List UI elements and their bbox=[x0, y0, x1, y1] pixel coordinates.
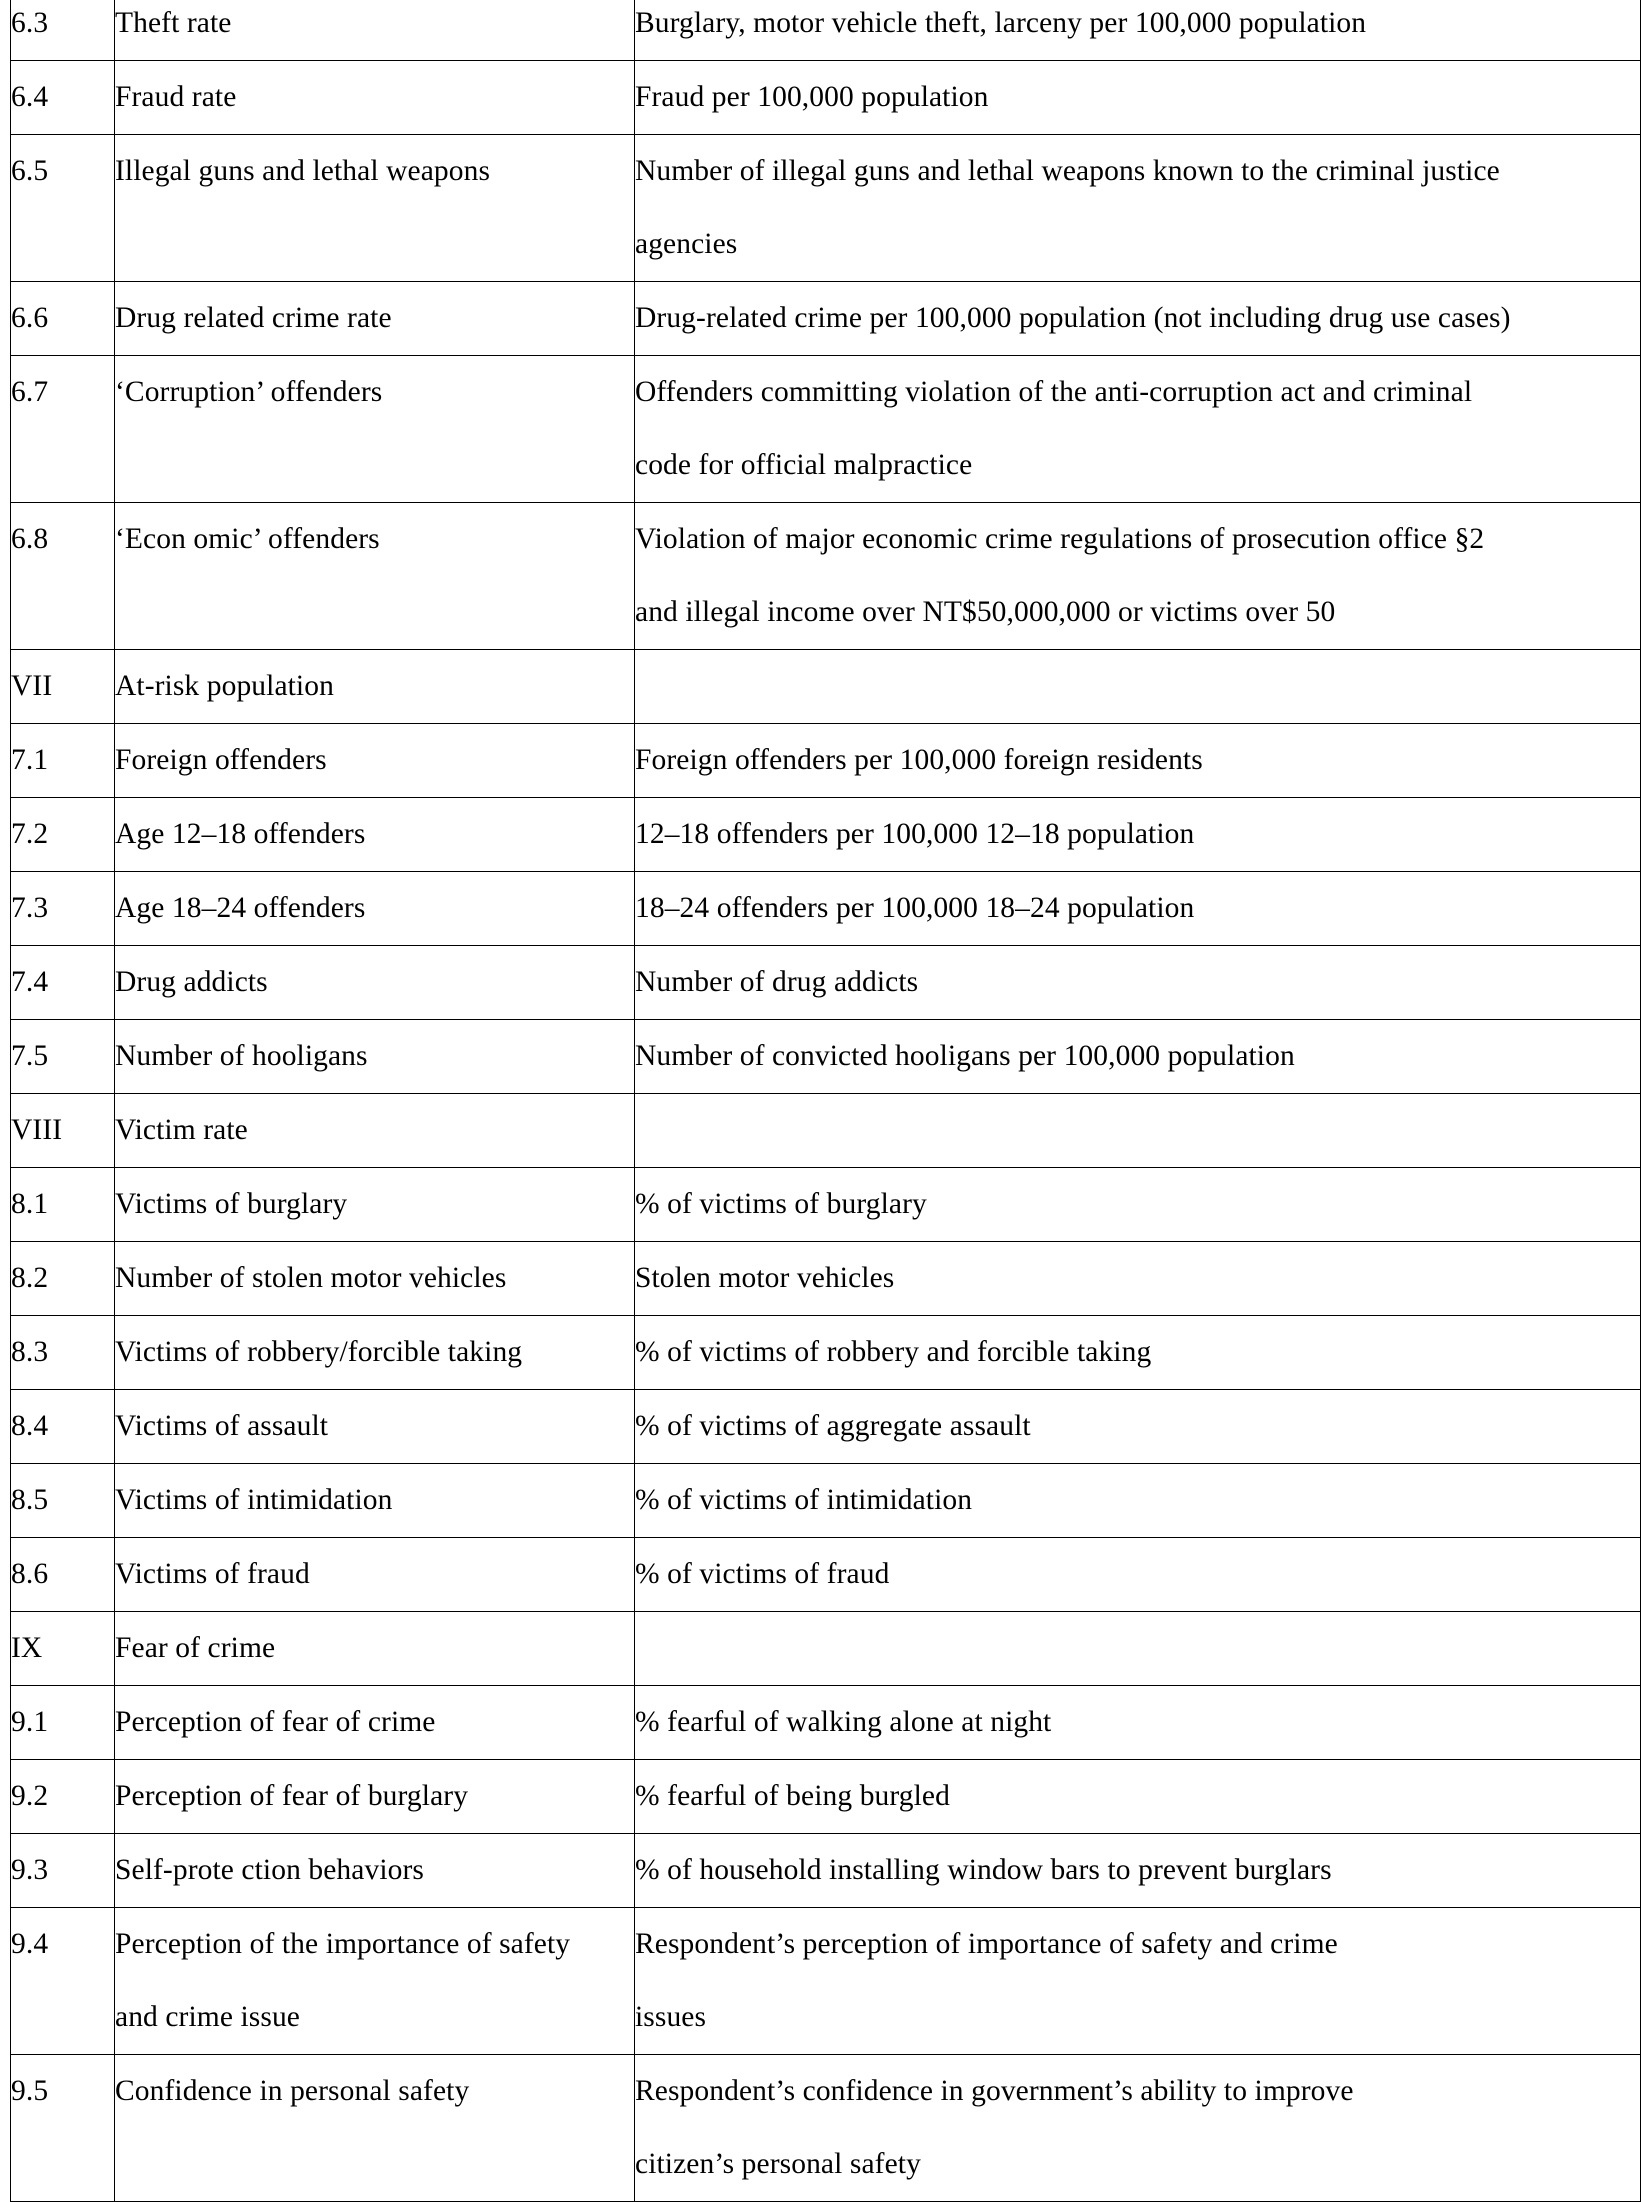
text-line: Number of convicted hooligans per 100,000 population bbox=[635, 1040, 1295, 1072]
cell-code: 8.6 bbox=[11, 1538, 115, 1612]
text-line: Fraud per 100,000 population bbox=[635, 81, 989, 113]
table-body bbox=[11, 0, 1641, 2202]
text-line: Offenders committing violation of the anti-corruption act and criminal bbox=[635, 376, 1473, 408]
cell-definition bbox=[635, 1020, 1641, 1094]
table-row bbox=[11, 1908, 1641, 2055]
text-line: 18–24 offenders per 100,000 18–24 population bbox=[635, 892, 1195, 924]
cell-indicator-name bbox=[115, 1094, 635, 1168]
text-line: 12–18 offenders per 100,000 12–18 population bbox=[635, 818, 1195, 850]
cell-code: 6.8 bbox=[11, 503, 115, 650]
text-line: % of victims of robbery and forcible taking bbox=[635, 1336, 1152, 1368]
cell-code: 6.3 bbox=[11, 0, 115, 61]
cell-indicator-name bbox=[115, 1242, 635, 1316]
cell-definition bbox=[635, 282, 1641, 356]
cell-indicator-name bbox=[115, 1686, 635, 1760]
cell-indicator-name bbox=[115, 1020, 635, 1094]
text-line: Victims of fraud bbox=[115, 1558, 310, 1590]
table-row bbox=[11, 2055, 1641, 2202]
cell-definition bbox=[635, 1094, 1641, 1168]
table-section-row bbox=[11, 1094, 1641, 1168]
table-row bbox=[11, 946, 1641, 1020]
cell-code: 8.1 bbox=[11, 1168, 115, 1242]
text-line: Age 12–18 offenders bbox=[115, 818, 366, 850]
cell-code: 7.4 bbox=[11, 946, 115, 1020]
cell-definition bbox=[635, 1316, 1641, 1390]
cell-indicator-name bbox=[115, 650, 635, 724]
cell-definition bbox=[635, 135, 1641, 282]
text-line: code for official malpractice bbox=[635, 449, 973, 481]
cell-definition bbox=[635, 1390, 1641, 1464]
cell-definition bbox=[635, 946, 1641, 1020]
text-line: Respondent’s perception of importance of safety and crime bbox=[635, 1928, 1338, 1960]
cell-code: 9.2 bbox=[11, 1760, 115, 1834]
text-line: Drug related crime rate bbox=[115, 302, 392, 334]
table-section-row bbox=[11, 650, 1641, 724]
table-row bbox=[11, 0, 1641, 61]
text-line: agencies bbox=[635, 228, 738, 260]
text-line: Foreign offenders per 100,000 foreign residents bbox=[635, 744, 1203, 776]
table-row bbox=[11, 1316, 1641, 1390]
cell-definition bbox=[635, 0, 1641, 61]
table-row bbox=[11, 1168, 1641, 1242]
cell-definition bbox=[635, 1612, 1641, 1686]
table-row bbox=[11, 1020, 1641, 1094]
text-line: ‘Econ omic’ offenders bbox=[115, 523, 380, 555]
text-line: Perception of fear of crime bbox=[115, 1706, 436, 1738]
text-line: % of victims of burglary bbox=[635, 1188, 927, 1220]
table-row bbox=[11, 872, 1641, 946]
table-row bbox=[11, 135, 1641, 282]
text-line: citizen’s personal safety bbox=[635, 2148, 921, 2180]
cell-code: 9.4 bbox=[11, 1908, 115, 2055]
indicator-definition-table bbox=[10, 0, 1641, 2202]
cell-code: 6.6 bbox=[11, 282, 115, 356]
cell-code: 8.4 bbox=[11, 1390, 115, 1464]
text-line: Perception of the importance of safety bbox=[115, 1928, 571, 1960]
text-line: Self-prote ction behaviors bbox=[115, 1854, 424, 1886]
text-line: % of victims of aggregate assault bbox=[635, 1410, 1031, 1442]
cell-definition bbox=[635, 650, 1641, 724]
cell-definition bbox=[635, 1464, 1641, 1538]
text-line: Number of illegal guns and lethal weapons known to the criminal justice bbox=[635, 155, 1500, 187]
cell-definition bbox=[635, 798, 1641, 872]
table-row bbox=[11, 1390, 1641, 1464]
cell-indicator-name bbox=[115, 1168, 635, 1242]
cell-code: 9.5 bbox=[11, 2055, 115, 2202]
cell-definition bbox=[635, 1242, 1641, 1316]
text-line: issues bbox=[635, 2001, 707, 2033]
cell-indicator-name bbox=[115, 1834, 635, 1908]
cell-definition bbox=[635, 2055, 1641, 2202]
cell-code: 9.1 bbox=[11, 1686, 115, 1760]
text-line: Foreign offenders bbox=[115, 744, 327, 776]
text-line: ‘Corruption’ offenders bbox=[115, 376, 383, 408]
text-line: Fraud rate bbox=[115, 81, 237, 113]
table-row bbox=[11, 1538, 1641, 1612]
cell-indicator-name bbox=[115, 356, 635, 503]
table-section-row bbox=[11, 1612, 1641, 1686]
text-line: Age 18–24 offenders bbox=[115, 892, 366, 924]
text-line: Victims of intimidation bbox=[115, 1484, 393, 1516]
cell-code: 6.5 bbox=[11, 135, 115, 282]
text-line: Victim rate bbox=[115, 1114, 248, 1146]
text-line: Theft rate bbox=[115, 7, 232, 39]
text-line: Violation of major economic crime regulations of prosecution office §2 bbox=[635, 523, 1485, 555]
table-row bbox=[11, 61, 1641, 135]
cell-indicator-name bbox=[115, 1612, 635, 1686]
text-line: % of victims of intimidation bbox=[635, 1484, 973, 1516]
text-line: Confidence in personal safety bbox=[115, 2075, 470, 2107]
text-line: Drug addicts bbox=[115, 966, 268, 998]
cell-code: 6.7 bbox=[11, 356, 115, 503]
cell-indicator-name bbox=[115, 872, 635, 946]
cell-code: 7.5 bbox=[11, 1020, 115, 1094]
text-line: % of victims of fraud bbox=[635, 1558, 890, 1590]
text-line: Illegal guns and lethal weapons bbox=[115, 155, 491, 187]
cell-code: 8.2 bbox=[11, 1242, 115, 1316]
cell-definition bbox=[635, 1686, 1641, 1760]
text-line: Burglary, motor vehicle theft, larceny per 100,000 population bbox=[635, 7, 1367, 39]
table-row bbox=[11, 798, 1641, 872]
cell-indicator-name bbox=[115, 0, 635, 61]
cell-definition bbox=[635, 61, 1641, 135]
cell-indicator-name bbox=[115, 946, 635, 1020]
cell-indicator-name bbox=[115, 1316, 635, 1390]
cell-indicator-name bbox=[115, 1760, 635, 1834]
text-line: Respondent’s confidence in government’s ability to improve bbox=[635, 2075, 1354, 2107]
cell-indicator-name bbox=[115, 503, 635, 650]
text-line: Fear of crime bbox=[115, 1632, 276, 1664]
cell-indicator-name bbox=[115, 798, 635, 872]
table-row bbox=[11, 1464, 1641, 1538]
cell-indicator-name bbox=[115, 2055, 635, 2202]
text-line: At-risk population bbox=[115, 670, 334, 702]
text-line: Number of hooligans bbox=[115, 1040, 368, 1072]
cell-indicator-name bbox=[115, 282, 635, 356]
cell-code: VIII bbox=[11, 1094, 115, 1168]
cell-indicator-name bbox=[115, 135, 635, 282]
cell-definition bbox=[635, 1834, 1641, 1908]
text-line: Victims of assault bbox=[115, 1410, 329, 1442]
text-line: Victims of burglary bbox=[115, 1188, 348, 1220]
text-line: % of household installing window bars to prevent burglars bbox=[635, 1854, 1332, 1886]
table-row bbox=[11, 1760, 1641, 1834]
cell-code: VII bbox=[11, 650, 115, 724]
text-line: and crime issue bbox=[115, 2001, 300, 2033]
text-line: Number of drug addicts bbox=[635, 966, 919, 998]
text-line: Drug-related crime per 100,000 population (not including drug use cases) bbox=[635, 302, 1511, 334]
cell-code: 9.3 bbox=[11, 1834, 115, 1908]
cell-indicator-name bbox=[115, 1464, 635, 1538]
cell-code: 7.3 bbox=[11, 872, 115, 946]
table-row bbox=[11, 1834, 1641, 1908]
text-line: % fearful of walking alone at night bbox=[635, 1706, 1052, 1738]
table-row bbox=[11, 282, 1641, 356]
table-row bbox=[11, 503, 1641, 650]
cell-definition bbox=[635, 356, 1641, 503]
cell-code: 8.3 bbox=[11, 1316, 115, 1390]
table-row bbox=[11, 724, 1641, 798]
cell-definition bbox=[635, 1168, 1641, 1242]
text-line: % fearful of being burgled bbox=[635, 1780, 950, 1812]
cell-indicator-name bbox=[115, 724, 635, 798]
table-row bbox=[11, 356, 1641, 503]
text-line: and illegal income over NT$50,000,000 or victims over 50 bbox=[635, 596, 1336, 628]
cell-indicator-name bbox=[115, 1908, 635, 2055]
text-line: Perception of fear of burglary bbox=[115, 1780, 469, 1812]
cell-indicator-name bbox=[115, 1538, 635, 1612]
cell-definition bbox=[635, 1908, 1641, 2055]
cell-indicator-name bbox=[115, 61, 635, 135]
cell-code: 7.1 bbox=[11, 724, 115, 798]
text-line: Number of stolen motor vehicles bbox=[115, 1262, 507, 1294]
cell-code: 7.2 bbox=[11, 798, 115, 872]
cell-code: 8.5 bbox=[11, 1464, 115, 1538]
cell-indicator-name bbox=[115, 1390, 635, 1464]
table-row bbox=[11, 1686, 1641, 1760]
text-line: Stolen motor vehicles bbox=[635, 1262, 895, 1294]
table-row bbox=[11, 1242, 1641, 1316]
cell-definition bbox=[635, 872, 1641, 946]
cell-code: IX bbox=[11, 1612, 115, 1686]
cell-definition bbox=[635, 724, 1641, 798]
cell-definition bbox=[635, 1760, 1641, 1834]
cell-definition bbox=[635, 1538, 1641, 1612]
cell-code: 6.4 bbox=[11, 61, 115, 135]
text-line: Victims of robbery/forcible taking bbox=[115, 1336, 523, 1368]
cell-definition bbox=[635, 503, 1641, 650]
